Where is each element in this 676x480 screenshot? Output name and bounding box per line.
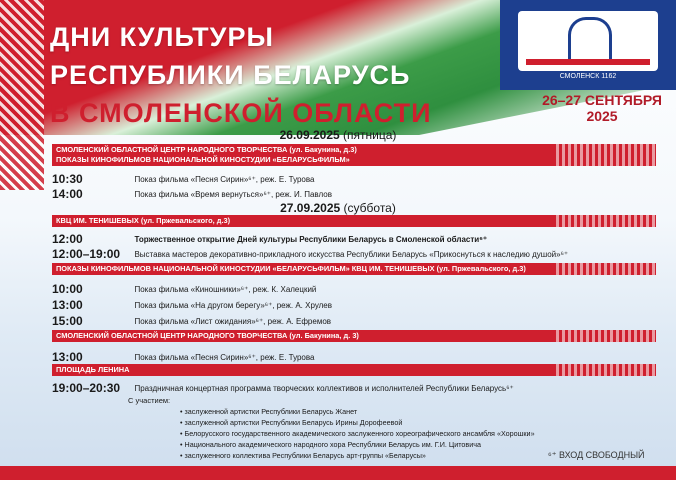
venue-bar-label: ПОКАЗЫ КИНОФИЛЬМОВ НАЦИОНАЛЬНОЙ КИНОСТУДИИ «БЕЛАРУСЬФИЛЬМ» КВЦ ИМ. ТЕНИШЕВЫХ (ул. Пржевальского, д.3) xyxy=(56,264,526,273)
ornament-strip xyxy=(556,215,656,227)
event-time: 12:00 xyxy=(52,232,83,246)
badge-text: СМОЛЕНСК 1162 xyxy=(559,72,617,80)
venue-bar-day1 xyxy=(52,144,656,166)
ornament-strip xyxy=(556,144,656,166)
event-time: 15:00 xyxy=(52,314,83,328)
venue-bar-lenin-square xyxy=(52,364,656,376)
event-description: Показ фильма «Песня Сирин»⁶⁺, реж. Е. Турова xyxy=(134,353,315,362)
title-line-1: ДНИ КУЛЬТУРЫ xyxy=(50,22,274,52)
event-description: Выставка мастеров декоративно-прикладного искусства Республики Беларусь «Прикоснуться к наследию душой»⁶⁺ xyxy=(134,250,569,259)
bottom-bar xyxy=(0,466,676,480)
event-description: Праздничная концертная программа творческих коллективов и исполнителей Республики Беларусь⁶⁺ xyxy=(134,384,514,393)
venue-bar-film-tenishev xyxy=(52,263,656,275)
event-description: Показ фильма «Лист ожидания»⁶⁺, реж. А. Ефремов xyxy=(134,317,332,326)
participant-item: • заслуженной артистки Республики Беларусь Жанет xyxy=(180,406,535,417)
participants-label: С участием: xyxy=(128,396,171,405)
smolensk-logo-icon xyxy=(518,11,658,71)
ornament-strip xyxy=(556,263,656,275)
event-time: 13:00 xyxy=(52,350,83,364)
event-dates xyxy=(542,92,662,124)
event-description: Показ фильма «На другом берегу»⁶⁺, реж. А. Хрулев xyxy=(134,301,333,310)
dates-year: 2025 xyxy=(586,108,618,124)
dates-range: 26–27 СЕНТЯБРЯ xyxy=(542,92,662,108)
schedule-row xyxy=(52,312,662,330)
event-time: 13:00 xyxy=(52,298,83,312)
title-line-3: В СМОЛЕНСКОЙ ОБЛАСТИ xyxy=(50,98,432,128)
title-line-2: РЕСПУБЛИКИ БЕЛАРУСЬ xyxy=(50,60,411,90)
free-entry-note: ⁶⁺ ВХОД СВОБОДНЫЙ xyxy=(548,450,645,460)
schedule-row xyxy=(52,245,662,263)
day1-weekday: (пятница) xyxy=(343,128,397,142)
event-description: Показ фильма «Киношники»⁶⁺, реж. К. Халецкий xyxy=(134,285,317,294)
event-time: 19:00–20:30 xyxy=(52,381,121,395)
day1-date: 26.09.2025 xyxy=(279,128,340,142)
event-time: 12:00–19:00 xyxy=(52,247,121,261)
day1-heading xyxy=(0,128,676,142)
day2-heading xyxy=(0,201,676,215)
event-description: Показ фильма «Песня Сирин»⁶⁺, реж. Е. Турова xyxy=(134,175,315,184)
participant-item: • заслуженного коллектива Республики Беларусь арт-группы «Беларусы» xyxy=(180,450,535,461)
venue-bar-label: СМОЛЕНСКИЙ ОБЛАСТНОЙ ЦЕНТР НАРОДНОГО ТВОРЧЕСТВА (ул. Бакунина, д. 3) xyxy=(56,331,359,340)
venue-bar-line1: СМОЛЕНСКИЙ ОБЛАСТНОЙ ЦЕНТР НАРОДНОГО ТВОРЧЕСТВА (ул. Бакунина, д.3) xyxy=(56,145,357,154)
ornament-strip xyxy=(556,364,656,376)
participant-item: • Белорусского государственного академического заслуженного хореографического ансамбля «Хорошки» xyxy=(180,428,535,439)
participants-list xyxy=(180,406,535,461)
event-description: Торжественное открытие Дней культуры Республики Беларусь в Смоленской области⁶⁺ xyxy=(134,235,488,244)
venue-bar-label: КВЦ ИМ. ТЕНИШЕВЫХ (ул. Пржевальского, д.3) xyxy=(56,216,231,225)
participant-item: • заслуженной артистки Республики Беларусь Ирины Дорофеевой xyxy=(180,417,535,428)
event-description: Показ фильма «Время вернуться»⁶⁺, реж. И. Павлов xyxy=(134,190,332,199)
venue-bar-tenishev xyxy=(52,215,656,227)
smolensk-logo-badge xyxy=(500,0,676,90)
venue-bar-line2: ПОКАЗЫ КИНОФИЛЬМОВ НАЦИОНАЛЬНОЙ КИНОСТУДИИ «БЕЛАРУСЬФИЛЬМ» xyxy=(56,155,350,164)
event-time: 10:00 xyxy=(52,282,83,296)
schedule-row xyxy=(52,379,662,397)
venue-bar-center xyxy=(52,330,656,342)
event-time: 14:00 xyxy=(52,187,83,201)
ornament-pattern xyxy=(0,0,44,190)
participant-item: • Национального академического народного хора Республики Беларусь им. Г.И. Цитовича xyxy=(180,439,535,450)
day2-date: 27.09.2025 xyxy=(280,201,341,215)
day2-weekday: (суббота) xyxy=(343,201,396,215)
ornament-strip xyxy=(556,330,656,342)
event-time: 10:30 xyxy=(52,172,83,186)
venue-bar-label: ПЛОЩАДЬ ЛЕНИНА xyxy=(56,365,130,374)
